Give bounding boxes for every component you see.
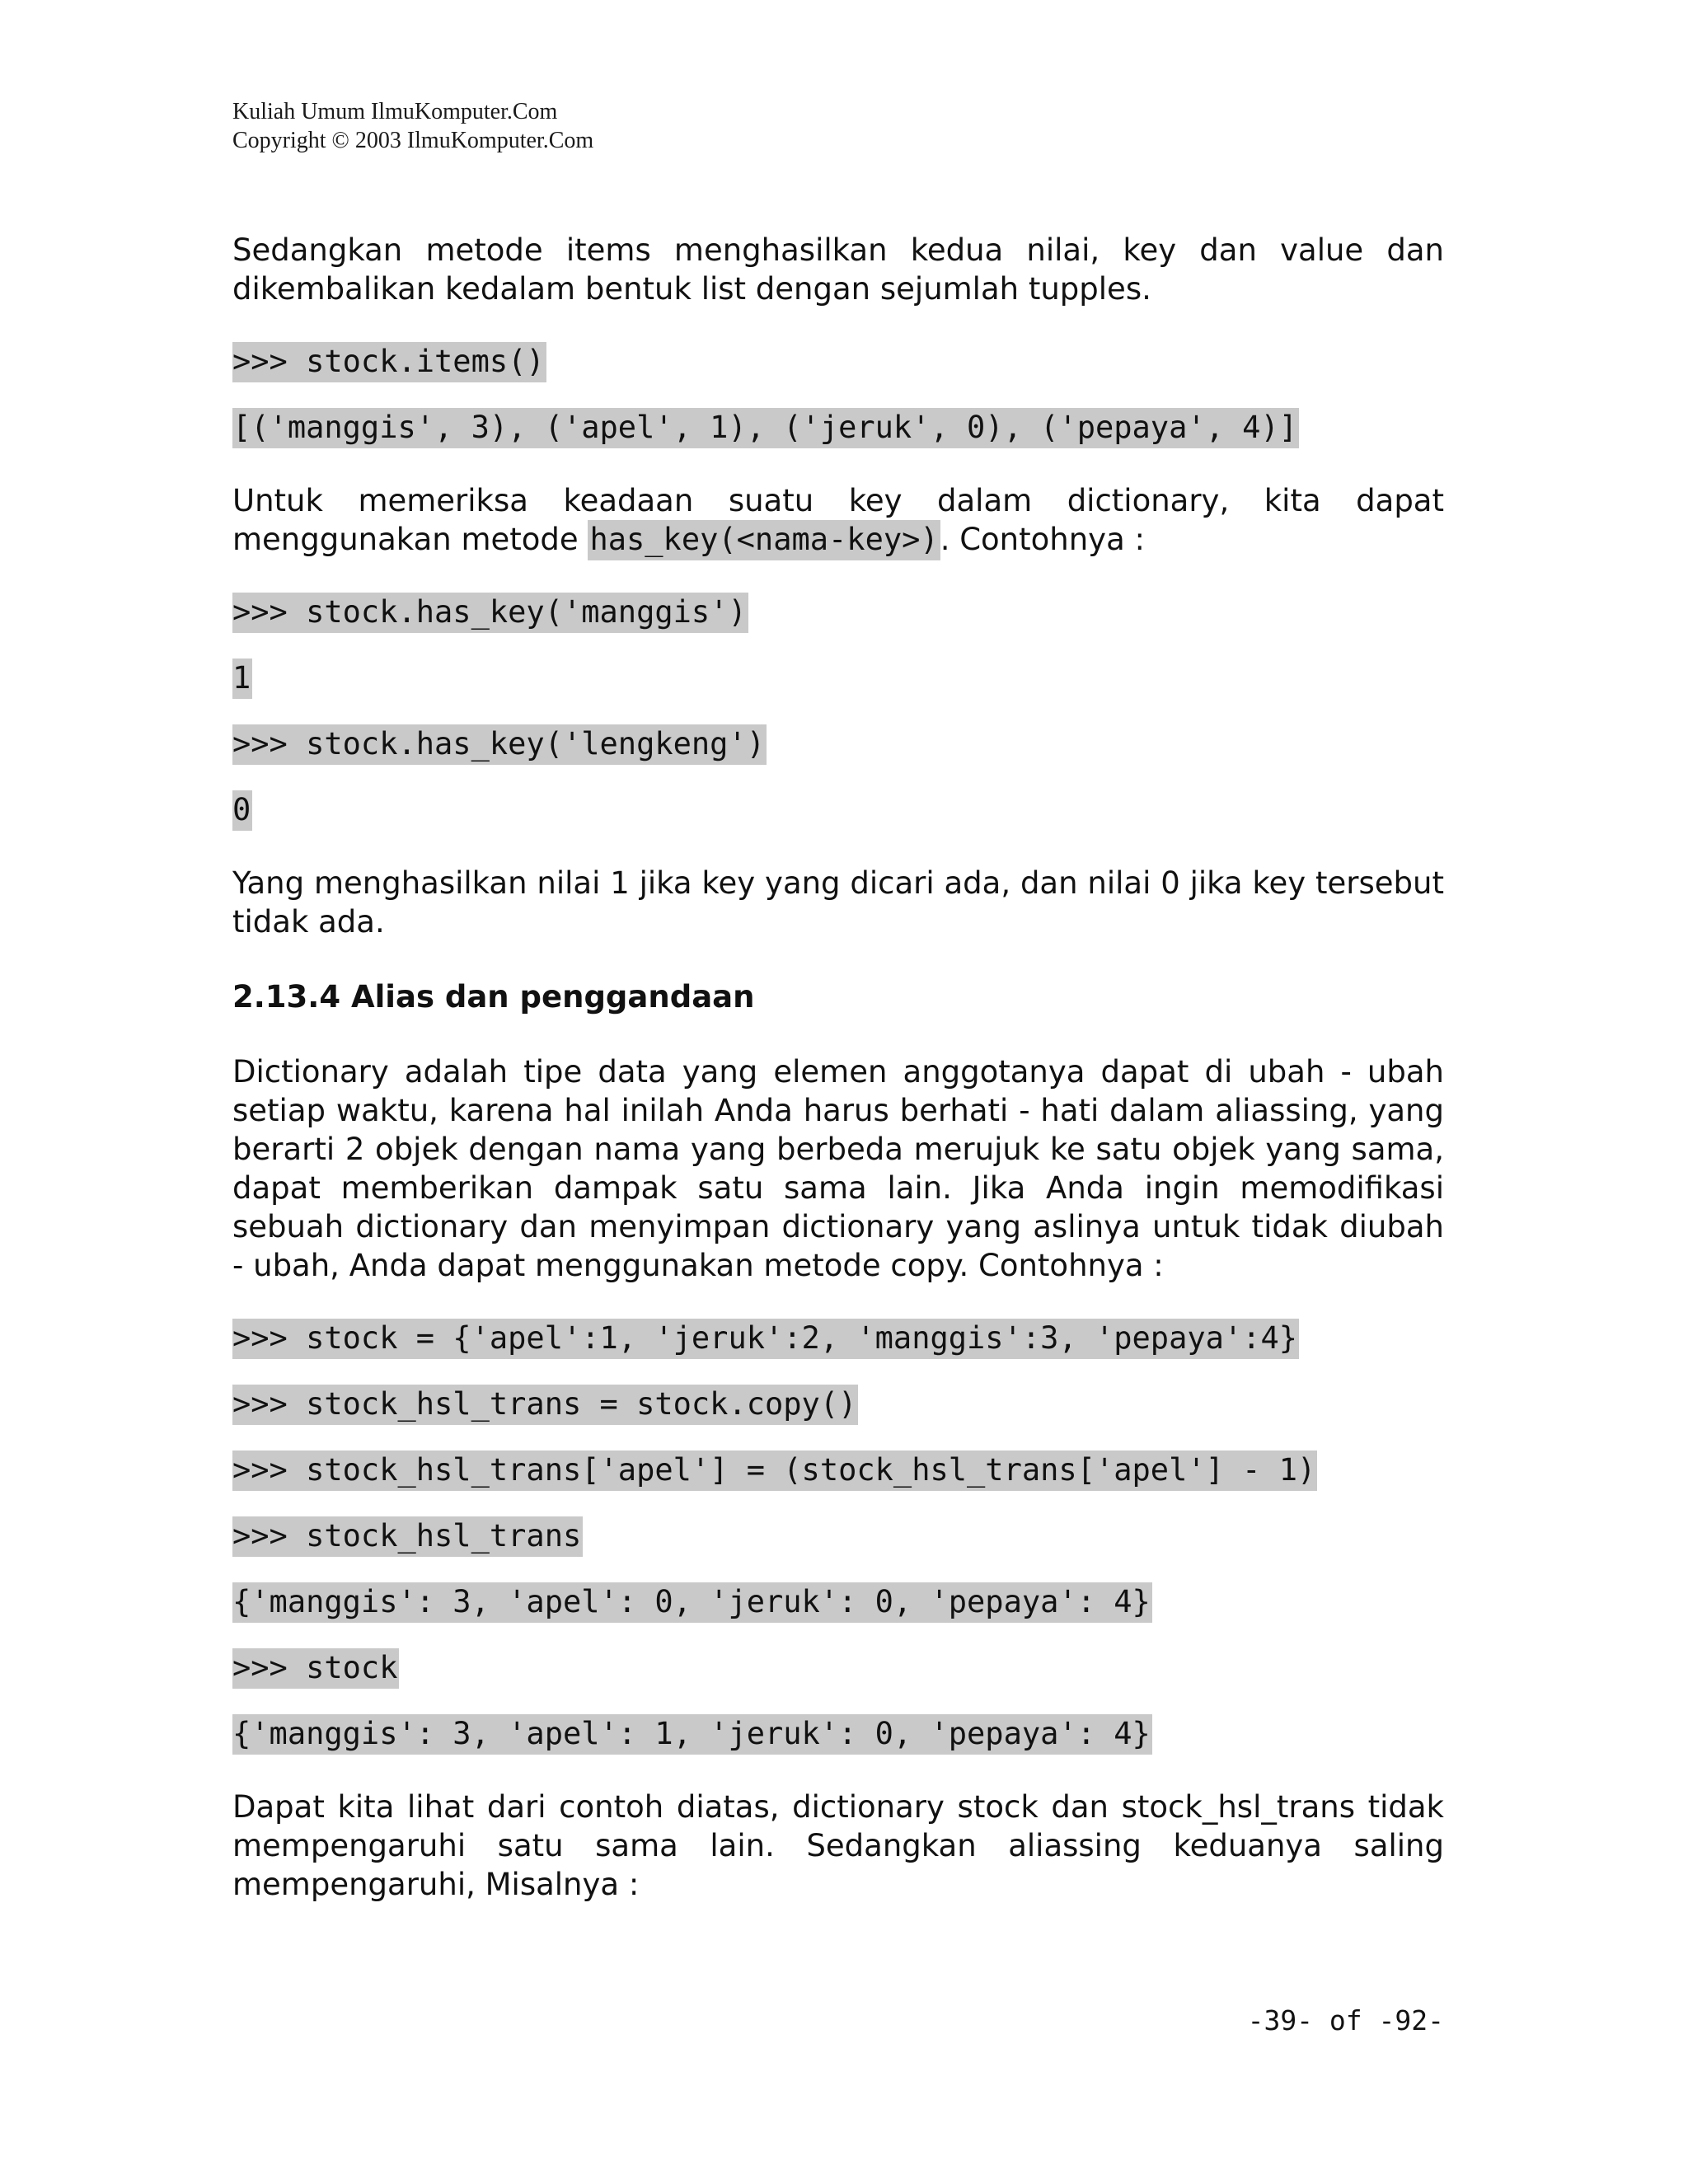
- code-output: [232, 1717, 1444, 1751]
- code-text: >>> stock = {'apel':1, 'jeruk':2, 'manggis':3, 'pepaya':4}: [232, 1319, 1299, 1359]
- code-text: {'manggis': 3, 'apel': 0, 'jeruk': 0, 'pepaya': 4}: [232, 1582, 1152, 1623]
- code-line: [232, 344, 1444, 379]
- page-content: [232, 231, 1444, 1904]
- paragraph-items-method: Sedangkan metode items menghasilkan kedua nilai, key dan value dan dikembalikan kedalam bentuk list dengan sejumlah tupples.: [232, 232, 1444, 307]
- code-line: [232, 1651, 1444, 1685]
- code-line: [232, 595, 1444, 630]
- code-text: >>> stock.items(): [232, 342, 546, 382]
- paragraph-has-key-result: Yang menghasilkan nilai 1 jika key yang dicari ada, dan nilai 0 jika key tersebut tidak ada.: [232, 865, 1444, 940]
- code-output: [232, 1585, 1444, 1619]
- code-text: [('manggis', 3), ('apel', 1), ('jeruk', 0), ('pepaya', 4)]: [232, 408, 1299, 448]
- paragraph-has-key: [232, 481, 1444, 559]
- code-line: [232, 1519, 1444, 1554]
- code-text: 1: [232, 658, 252, 699]
- section-heading: 2.13.4 Alias dan penggandaan: [232, 979, 755, 1015]
- header-line-2: Copyright © 2003 IlmuKomputer.Com: [232, 128, 594, 153]
- page-header: [232, 97, 593, 155]
- page-number: -39- of -92-: [1247, 2004, 1444, 2036]
- paragraph-alias: Dictionary adalah tipe data yang elemen anggotanya dapat di ubah - ubah setiap waktu, karena hal inilah Anda harus berhati - hati dalam aliassing, yang berarti 2 objek dengan nama yang berbeda merujuk ke satu objek yang sama, dapat memberikan dampak satu sama lain. Jika Anda ingin memodifikasi sebuah dictionary dan menyimpan dictionary yang aslinya untuk tidak diubah - ubah, Anda dapat menggunakan metode copy. Contohnya :: [232, 1054, 1444, 1283]
- paragraph-text: . Contohnya :: [940, 522, 1145, 557]
- code-text: >>> stock_hsl_trans = stock.copy(): [232, 1385, 858, 1425]
- code-text: 0: [232, 790, 252, 831]
- code-line: [232, 1387, 1444, 1422]
- code-output: [232, 793, 1444, 827]
- code-line: [232, 1321, 1444, 1356]
- paragraph-conclusion: Dapat kita lihat dari contoh diatas, dictionary stock dan stock_hsl_trans tidak mempengaruhi satu sama lain. Sedangkan aliassing keduanya saling mempengaruhi, Misalnya :: [232, 1789, 1444, 1902]
- code-output: [232, 410, 1444, 445]
- code-text: >>> stock_hsl_trans: [232, 1516, 583, 1557]
- inline-code: has_key(<nama-key>): [588, 520, 940, 560]
- header-line-1: Kuliah Umum IlmuKomputer.Com: [232, 99, 558, 124]
- code-text: >>> stock.has_key('manggis'): [232, 593, 748, 633]
- code-output: [232, 661, 1444, 696]
- paragraph-text: Untuk memeriksa keadaan suatu key dalam dictionary, kita dapat menggunakan metode: [232, 483, 1444, 557]
- code-line: [232, 727, 1444, 762]
- code-text: >>> stock: [232, 1648, 399, 1689]
- code-text: {'manggis': 3, 'apel': 1, 'jeruk': 0, 'pepaya': 4}: [232, 1714, 1152, 1755]
- code-text: >>> stock.has_key('lengkeng'): [232, 724, 767, 765]
- code-text: >>> stock_hsl_trans['apel'] = (stock_hsl_trans['apel'] - 1): [232, 1451, 1317, 1491]
- code-line: [232, 1453, 1444, 1488]
